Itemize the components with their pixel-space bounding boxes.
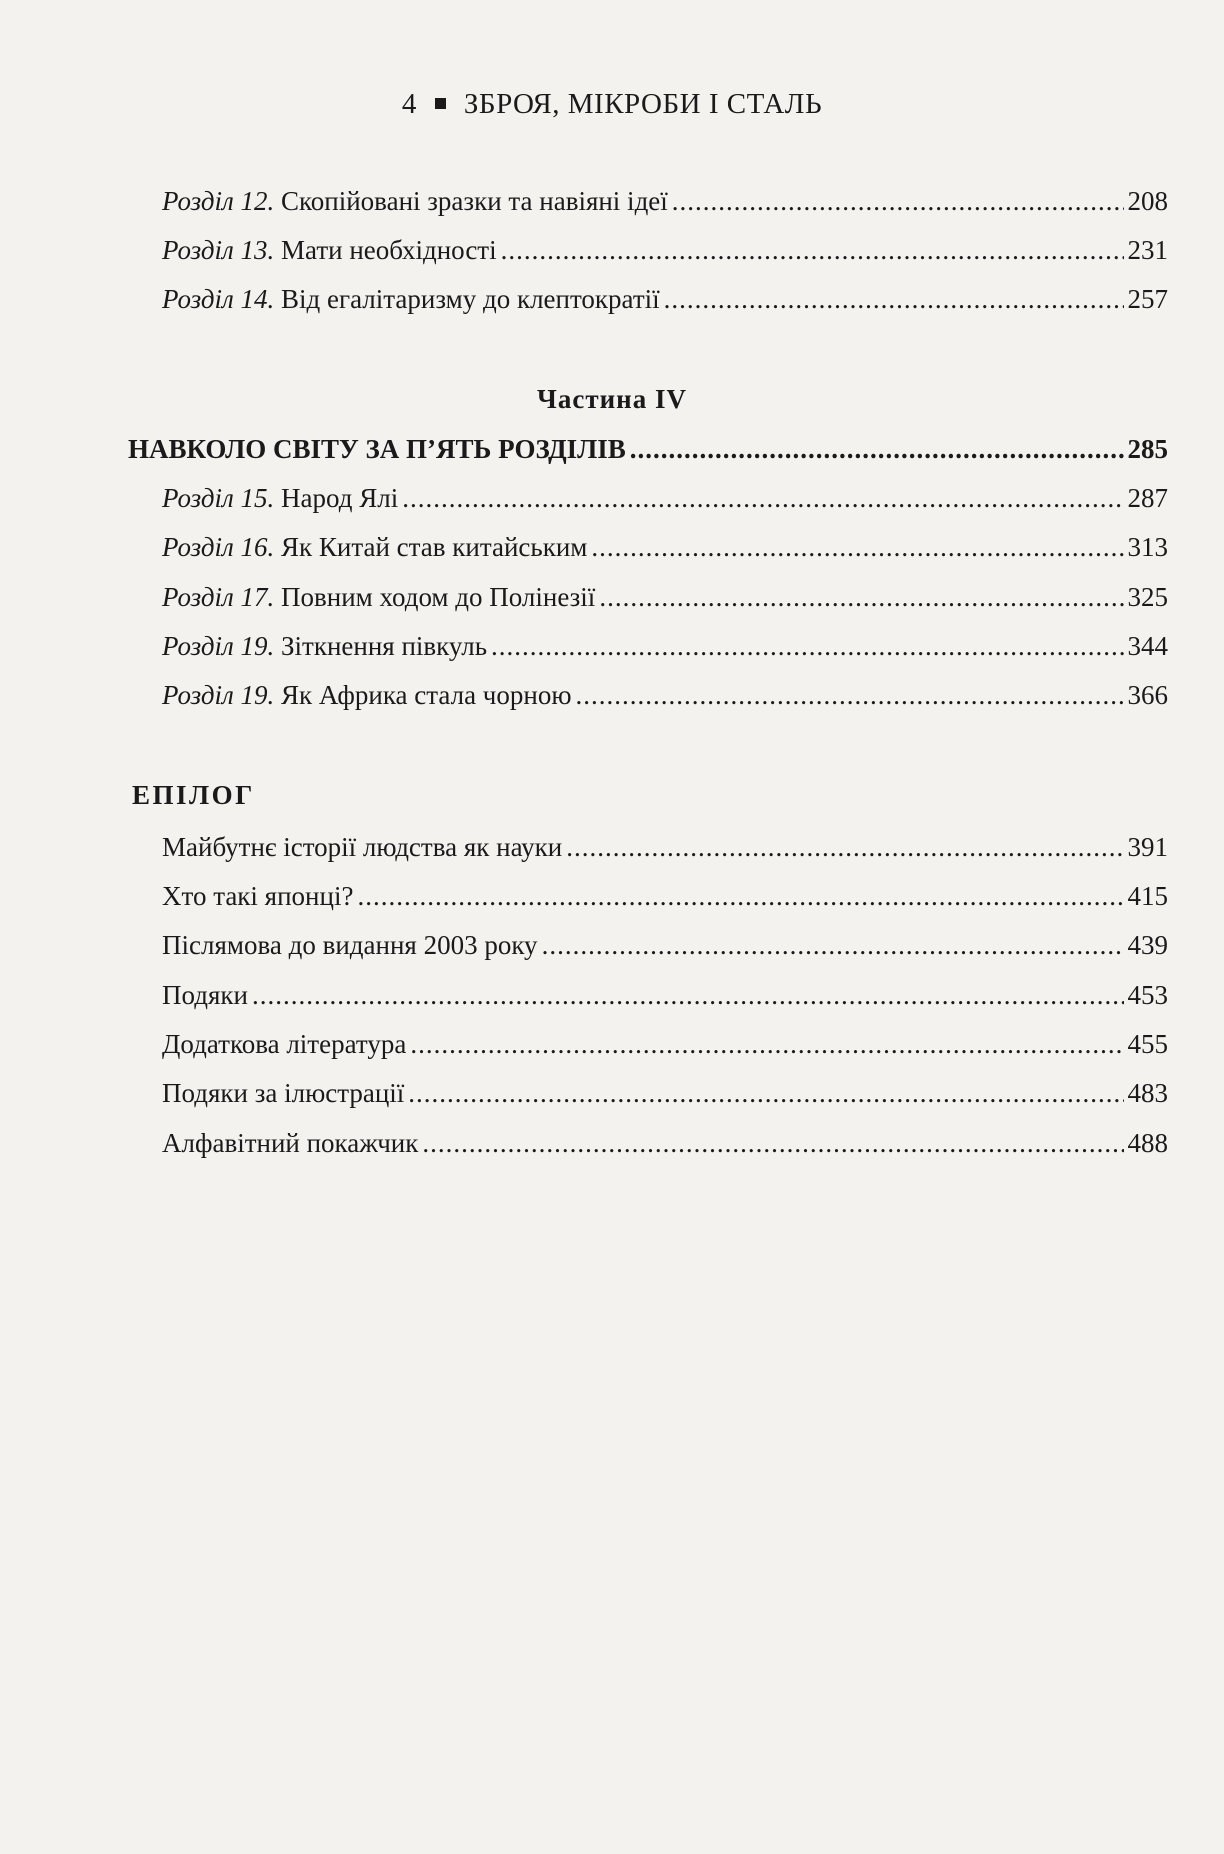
- page-ref: 257: [1127, 284, 1168, 314]
- chapter-title: Народ Ялі: [274, 483, 399, 513]
- page-ref: 313: [1127, 532, 1168, 562]
- entry-title: Подяки за ілюстрації: [162, 1078, 405, 1108]
- chapter-title: Від егалітаризму до клептократії: [274, 284, 660, 314]
- leader-dots: [591, 530, 1123, 564]
- toc-entry: [162, 530, 1168, 564]
- book-title: ЗБРОЯ, МІКРОБИ І СТАЛЬ: [463, 88, 823, 120]
- toc-entry: [162, 1076, 1168, 1110]
- page-ref: 325: [1127, 582, 1168, 612]
- toc-entry: [162, 1027, 1168, 1061]
- part-label: Частина IV: [537, 384, 687, 414]
- toc-entry: [162, 184, 1168, 218]
- page-number: 4: [401, 88, 417, 120]
- epilog-heading: ЕПІЛОГ: [132, 780, 255, 810]
- chapter-title: Мати необхідності: [274, 235, 497, 265]
- entry-title: Подяки: [162, 980, 248, 1010]
- chapter-title: Зіткнення півкуль: [274, 631, 488, 661]
- leader-dots: [630, 432, 1124, 466]
- leader-dots: [576, 678, 1124, 712]
- page-ref: 483: [1127, 1078, 1168, 1108]
- part-title: НАВКОЛО СВІТУ ЗА П’ЯТЬ РОЗДІЛІВ: [128, 434, 626, 464]
- page-ref: 231: [1127, 235, 1168, 265]
- leader-dots: [252, 978, 1124, 1012]
- page-ref: 344: [1127, 631, 1168, 661]
- chapter-label: Розділ 15.: [162, 483, 275, 513]
- leader-dots: [408, 1076, 1123, 1110]
- page-ref: 455: [1127, 1029, 1168, 1059]
- toc-entry: [162, 978, 1168, 1012]
- leader-dots: [410, 1027, 1123, 1061]
- toc-entry: [162, 580, 1168, 614]
- page-ref: 488: [1127, 1128, 1168, 1158]
- toc-entry: [162, 928, 1168, 962]
- chapter-label: Розділ 17.: [162, 582, 275, 612]
- page-ref: 453: [1127, 980, 1168, 1010]
- page-ref: 391: [1127, 832, 1168, 862]
- chapter-label: Розділ 14.: [162, 284, 275, 314]
- chapter-title: Повним ходом до Полінезії: [274, 582, 596, 612]
- chapter-label: Розділ 12.: [162, 186, 275, 216]
- leader-dots: [566, 830, 1123, 864]
- toc-entry: [162, 678, 1168, 712]
- chapter-title: Скопійовані зразки та навіяні ідеї: [274, 186, 668, 216]
- entry-title: Хто такі японці?: [162, 881, 354, 911]
- leader-dots: [491, 629, 1123, 663]
- leader-dots: [402, 481, 1123, 515]
- entry-title: Післямова до видання 2003 року: [162, 930, 538, 960]
- page-ref: 285: [1127, 434, 1168, 464]
- toc-entry: [162, 481, 1168, 515]
- entry-title: Додаткова література: [162, 1029, 407, 1059]
- leader-dots: [501, 233, 1124, 267]
- chapter-title: Як Китай став китайським: [274, 532, 588, 562]
- page-ref: 415: [1127, 881, 1168, 911]
- leader-dots: [542, 928, 1124, 962]
- leader-dots: [664, 282, 1124, 316]
- chapter-title: Як Африка стала чорною: [274, 680, 572, 710]
- toc-entry: [162, 282, 1168, 316]
- toc-entry: [162, 629, 1168, 663]
- toc-entry: [162, 233, 1168, 267]
- chapter-label: Розділ 13.: [162, 235, 275, 265]
- leader-dots: [357, 879, 1123, 913]
- toc-entry: [162, 830, 1168, 864]
- page-ref: 366: [1127, 680, 1168, 710]
- page-ref: 439: [1127, 930, 1168, 960]
- leader-dots: [672, 184, 1124, 218]
- entry-title: Майбутнє історії людства як науки: [162, 832, 563, 862]
- toc-entry: [162, 1126, 1168, 1160]
- running-header: [0, 88, 1224, 121]
- toc-entry: [162, 879, 1168, 913]
- entry-title: Алфавітний покажчик: [162, 1128, 419, 1158]
- chapter-label: Розділ 19.: [162, 631, 275, 661]
- square-bullet-icon: [435, 98, 446, 109]
- page-ref: 208: [1127, 186, 1168, 216]
- leader-dots: [422, 1126, 1123, 1160]
- part-entry: [128, 432, 1168, 466]
- chapter-label: Розділ 16.: [162, 532, 275, 562]
- leader-dots: [599, 580, 1123, 614]
- page-ref: 287: [1127, 483, 1168, 513]
- chapter-label: Розділ 19.: [162, 680, 275, 710]
